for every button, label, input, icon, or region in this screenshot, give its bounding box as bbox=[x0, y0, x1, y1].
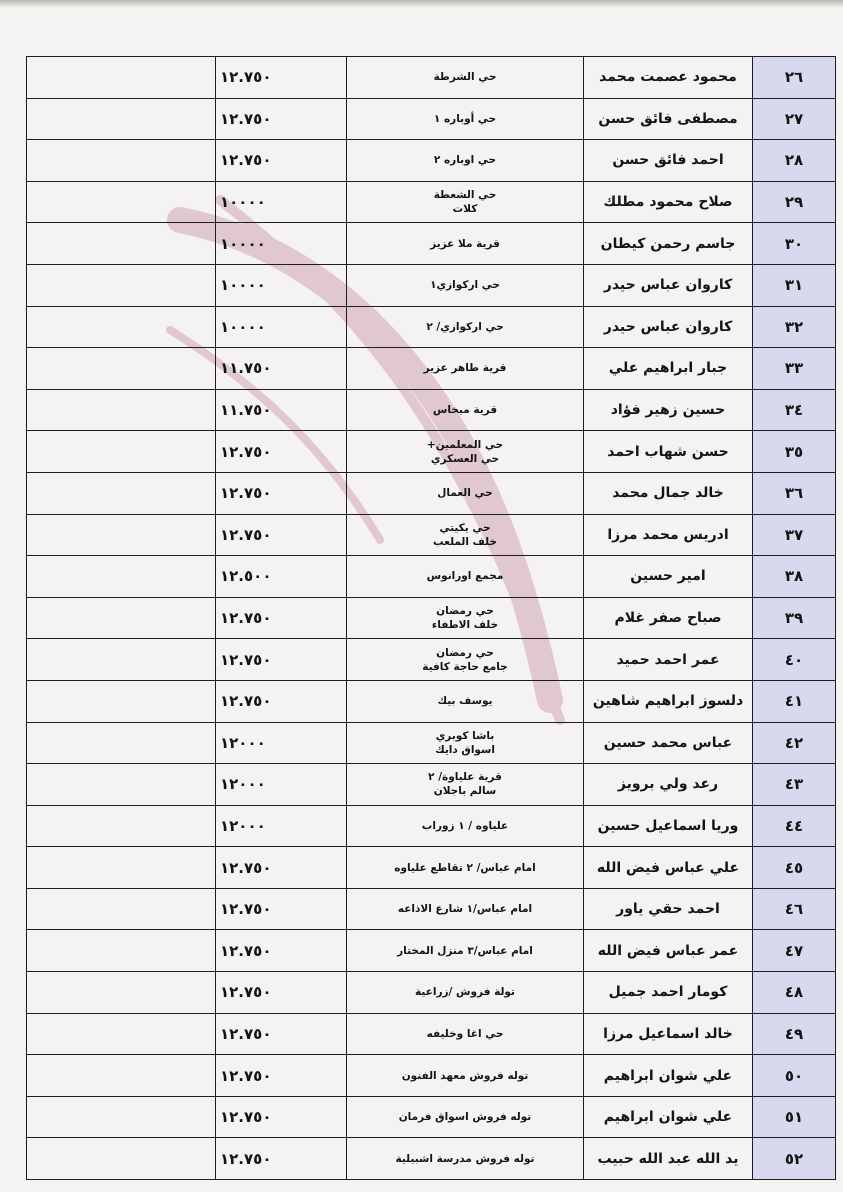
area-line: علياوه / ١ زوراب bbox=[421, 819, 509, 832]
area-location bbox=[347, 181, 584, 223]
blank-cell bbox=[27, 1096, 216, 1138]
person-name: كاروان عباس حيدر bbox=[584, 306, 753, 348]
table-row bbox=[27, 972, 836, 1014]
amount-value: ١٢.٧٥٠ bbox=[216, 1138, 347, 1180]
row-number: ٥١ bbox=[753, 1096, 836, 1138]
area-line: حي رمضان bbox=[436, 646, 494, 659]
area-location bbox=[347, 1096, 584, 1138]
amount-value: ١٢.٧٥٠ bbox=[216, 98, 347, 140]
table-row bbox=[27, 472, 836, 514]
amount-value: ١٢.٧٥٠ bbox=[216, 140, 347, 182]
table-row bbox=[27, 1138, 836, 1180]
amount-value: ١٢.٧٥٠ bbox=[216, 1055, 347, 1097]
amount-value: ١٠٠٠٠ bbox=[216, 181, 347, 223]
table-row bbox=[27, 264, 836, 306]
person-name: عباس محمد حسين bbox=[584, 722, 753, 764]
area-line: خلف الاطفاء bbox=[431, 619, 499, 632]
person-name: وريا اسماعيل حسين bbox=[584, 805, 753, 847]
area-location bbox=[347, 556, 584, 598]
person-name: كاروان عباس حيدر bbox=[584, 264, 753, 306]
amount-value: ١٢.٥٠٠ bbox=[216, 556, 347, 598]
person-name: جبار ابراهيم علي bbox=[584, 348, 753, 390]
area-line: حي اركوازي١ bbox=[430, 279, 500, 292]
blank-cell bbox=[27, 98, 216, 140]
person-name: علي شوان ابراهيم bbox=[584, 1096, 753, 1138]
amount-value: ١١.٧٥٠ bbox=[216, 348, 347, 390]
area-line: جامع حاجة كافية bbox=[422, 660, 508, 673]
scan-edge-shadow bbox=[0, 0, 843, 8]
row-number: ٥٢ bbox=[753, 1138, 836, 1180]
amount-value: ١٢.٧٥٠ bbox=[216, 680, 347, 722]
area-line: كلات bbox=[452, 203, 478, 216]
table-row bbox=[27, 389, 836, 431]
row-number: ٤٧ bbox=[753, 930, 836, 972]
person-name: صباح صفر غلام bbox=[584, 597, 753, 639]
area-line: حي الشعطة bbox=[433, 189, 497, 202]
area-line: حي يكيتي bbox=[439, 521, 491, 534]
area-location bbox=[347, 472, 584, 514]
area-line: حي رمضان bbox=[436, 605, 494, 618]
area-location bbox=[347, 805, 584, 847]
table-row bbox=[27, 431, 836, 473]
person-name: دلسوز ابراهيم شاهين bbox=[584, 680, 753, 722]
blank-cell bbox=[27, 556, 216, 598]
area-location bbox=[347, 639, 584, 681]
row-number: ٣٩ bbox=[753, 597, 836, 639]
amount-value: ١٢.٧٥٠ bbox=[216, 597, 347, 639]
area-location bbox=[347, 930, 584, 972]
table-row bbox=[27, 306, 836, 348]
area-line: امام عباس/١ شارع الاذاعه bbox=[397, 903, 533, 916]
amount-value: ١٢.٧٥٠ bbox=[216, 57, 347, 99]
table-row bbox=[27, 181, 836, 223]
blank-cell bbox=[27, 847, 216, 889]
person-name: علي شوان ابراهيم bbox=[584, 1055, 753, 1097]
amount-value: ١٢٠٠٠ bbox=[216, 805, 347, 847]
area-location bbox=[347, 264, 584, 306]
table-row bbox=[27, 140, 836, 182]
person-name: احمد فائق حسن bbox=[584, 140, 753, 182]
area-line: قرية طاهر عزير bbox=[423, 362, 507, 375]
person-name: عمر عباس فيض الله bbox=[584, 930, 753, 972]
area-location bbox=[347, 140, 584, 182]
table-row bbox=[27, 805, 836, 847]
blank-cell bbox=[27, 140, 216, 182]
area-line: توله فروش مدرسة اشبيلية bbox=[395, 1152, 535, 1165]
amount-value: ١٢.٧٥٠ bbox=[216, 888, 347, 930]
table-row bbox=[27, 98, 836, 140]
table-row bbox=[27, 514, 836, 556]
blank-cell bbox=[27, 597, 216, 639]
row-number: ٢٧ bbox=[753, 98, 836, 140]
row-number: ٣٧ bbox=[753, 514, 836, 556]
table-row bbox=[27, 1096, 836, 1138]
amount-value: ١٢.٧٥٠ bbox=[216, 972, 347, 1014]
area-line: امام عباس/ ٢ تقاطع علياوه bbox=[394, 861, 536, 874]
blank-cell bbox=[27, 639, 216, 681]
person-name: علي عباس فيض الله bbox=[584, 847, 753, 889]
row-number: ٣٢ bbox=[753, 306, 836, 348]
blank-cell bbox=[27, 348, 216, 390]
person-name: كومار احمد جميل bbox=[584, 972, 753, 1014]
blank-cell bbox=[27, 888, 216, 930]
blank-cell bbox=[27, 181, 216, 223]
area-location bbox=[347, 847, 584, 889]
blank-cell bbox=[27, 431, 216, 473]
area-line: حي المعلمين+ bbox=[426, 438, 504, 451]
area-location bbox=[347, 680, 584, 722]
area-line: حي اغا وخليفه bbox=[426, 1027, 504, 1040]
row-number: ٤٤ bbox=[753, 805, 836, 847]
blank-cell bbox=[27, 1013, 216, 1055]
person-name: خالد جمال محمد bbox=[584, 472, 753, 514]
area-line: حي العسكري bbox=[430, 452, 500, 465]
person-name: محمود عصمت محمد bbox=[584, 57, 753, 99]
row-number: ٢٩ bbox=[753, 181, 836, 223]
area-line: حي اركوازي/ ٢ bbox=[426, 320, 504, 333]
blank-cell bbox=[27, 722, 216, 764]
area-location bbox=[347, 1013, 584, 1055]
row-number: ٣٥ bbox=[753, 431, 836, 473]
area-line: سالم باجلان bbox=[433, 785, 497, 798]
beneficiary-table bbox=[26, 56, 836, 1180]
blank-cell bbox=[27, 264, 216, 306]
row-number: ٣٤ bbox=[753, 389, 836, 431]
area-location bbox=[347, 722, 584, 764]
row-number: ٢٦ bbox=[753, 57, 836, 99]
table-row bbox=[27, 223, 836, 265]
person-name: ادريس محمد مرزا bbox=[584, 514, 753, 556]
area-line: مجمع اورانوس bbox=[426, 570, 504, 583]
row-number: ٤٨ bbox=[753, 972, 836, 1014]
area-location bbox=[347, 57, 584, 99]
area-location bbox=[347, 306, 584, 348]
area-location bbox=[347, 389, 584, 431]
area-line: تولة فروش /زراعية bbox=[415, 986, 515, 999]
area-line: خلف الملعب bbox=[433, 535, 497, 548]
blank-cell bbox=[27, 223, 216, 265]
row-number: ٣٨ bbox=[753, 556, 836, 598]
amount-value: ١٢٠٠٠ bbox=[216, 764, 347, 806]
row-number: ٣١ bbox=[753, 264, 836, 306]
area-location bbox=[347, 514, 584, 556]
amount-value: ١٢.٧٥٠ bbox=[216, 431, 347, 473]
row-number: ٤٦ bbox=[753, 888, 836, 930]
amount-value: ١٢.٧٥٠ bbox=[216, 639, 347, 681]
blank-cell bbox=[27, 1138, 216, 1180]
blank-cell bbox=[27, 472, 216, 514]
table-row bbox=[27, 930, 836, 972]
person-name: عمر احمد حميد bbox=[584, 639, 753, 681]
area-line: امام عباس/٣ منزل المختار bbox=[397, 944, 533, 957]
amount-value: ١٠٠٠٠ bbox=[216, 264, 347, 306]
area-line: حي أوباره ١ bbox=[433, 112, 497, 125]
area-line: حي اوباره ٢ bbox=[433, 154, 497, 167]
blank-cell bbox=[27, 930, 216, 972]
area-location bbox=[347, 223, 584, 265]
row-number: ٤٣ bbox=[753, 764, 836, 806]
person-name: رعد ولي برويز bbox=[584, 764, 753, 806]
row-number: ٣٠ bbox=[753, 223, 836, 265]
person-name: حسن شهاب احمد bbox=[584, 431, 753, 473]
area-line: يوسف بيك bbox=[437, 695, 493, 708]
blank-cell bbox=[27, 389, 216, 431]
table-body bbox=[27, 57, 836, 1180]
person-name: حسين زهير فؤاد bbox=[584, 389, 753, 431]
area-location bbox=[347, 348, 584, 390]
area-location bbox=[347, 764, 584, 806]
person-name: جاسم رحمن كيطان bbox=[584, 223, 753, 265]
amount-value: ١٠٠٠٠ bbox=[216, 223, 347, 265]
row-number: ٣٦ bbox=[753, 472, 836, 514]
table-row bbox=[27, 1013, 836, 1055]
row-number: ٢٨ bbox=[753, 140, 836, 182]
table-row bbox=[27, 597, 836, 639]
table-row bbox=[27, 722, 836, 764]
area-line: حي العمال bbox=[437, 487, 493, 500]
blank-cell bbox=[27, 514, 216, 556]
person-name: صلاح محمود مطلك bbox=[584, 181, 753, 223]
amount-value: ١٢.٧٥٠ bbox=[216, 472, 347, 514]
area-location bbox=[347, 972, 584, 1014]
blank-cell bbox=[27, 764, 216, 806]
blank-cell bbox=[27, 57, 216, 99]
row-number: ٤٥ bbox=[753, 847, 836, 889]
person-name: مصطفى فائق حسن bbox=[584, 98, 753, 140]
amount-value: ١٢٠٠٠ bbox=[216, 722, 347, 764]
row-number: ٤٠ bbox=[753, 639, 836, 681]
blank-cell bbox=[27, 1055, 216, 1097]
amount-value: ١٢.٧٥٠ bbox=[216, 847, 347, 889]
person-name: يد الله عبد الله حبيب bbox=[584, 1138, 753, 1180]
table-row bbox=[27, 556, 836, 598]
area-line: حي الشرطة bbox=[433, 71, 497, 84]
table-row bbox=[27, 680, 836, 722]
blank-cell bbox=[27, 680, 216, 722]
area-line: قرية ميخاس bbox=[432, 404, 498, 417]
row-number: ٣٣ bbox=[753, 348, 836, 390]
blank-cell bbox=[27, 972, 216, 1014]
amount-value: ١٢.٧٥٠ bbox=[216, 930, 347, 972]
area-line: توله فروش معهد الفنون bbox=[401, 1069, 529, 1082]
area-line: باشا كوبري bbox=[435, 729, 495, 742]
area-location bbox=[347, 1055, 584, 1097]
area-line: قرية علياوة/ ٢ bbox=[428, 771, 502, 784]
person-name: امير حسين bbox=[584, 556, 753, 598]
table-row bbox=[27, 847, 836, 889]
area-line: قرية ملا عزيز bbox=[430, 237, 500, 250]
amount-value: ١٢.٧٥٠ bbox=[216, 1013, 347, 1055]
row-number: ٤٢ bbox=[753, 722, 836, 764]
amount-value: ١٢.٧٥٠ bbox=[216, 514, 347, 556]
row-number: ٤١ bbox=[753, 680, 836, 722]
blank-cell bbox=[27, 805, 216, 847]
area-location bbox=[347, 597, 584, 639]
table-row bbox=[27, 57, 836, 99]
table-row bbox=[27, 1055, 836, 1097]
row-number: ٤٩ bbox=[753, 1013, 836, 1055]
amount-value: ١١.٧٥٠ bbox=[216, 389, 347, 431]
amount-value: ١٠٠٠٠ bbox=[216, 306, 347, 348]
table-row bbox=[27, 639, 836, 681]
area-location bbox=[347, 98, 584, 140]
blank-cell bbox=[27, 306, 216, 348]
amount-value: ١٢.٧٥٠ bbox=[216, 1096, 347, 1138]
area-line: توله فروش اسواق فرمان bbox=[398, 1111, 532, 1124]
table-row bbox=[27, 888, 836, 930]
area-location bbox=[347, 1138, 584, 1180]
table-row bbox=[27, 348, 836, 390]
table-row bbox=[27, 764, 836, 806]
area-location bbox=[347, 431, 584, 473]
area-line: اسواق دايك bbox=[435, 743, 495, 756]
area-location bbox=[347, 888, 584, 930]
person-name: احمد حقي ياور bbox=[584, 888, 753, 930]
person-name: خالد اسماعيل مرزا bbox=[584, 1013, 753, 1055]
row-number: ٥٠ bbox=[753, 1055, 836, 1097]
